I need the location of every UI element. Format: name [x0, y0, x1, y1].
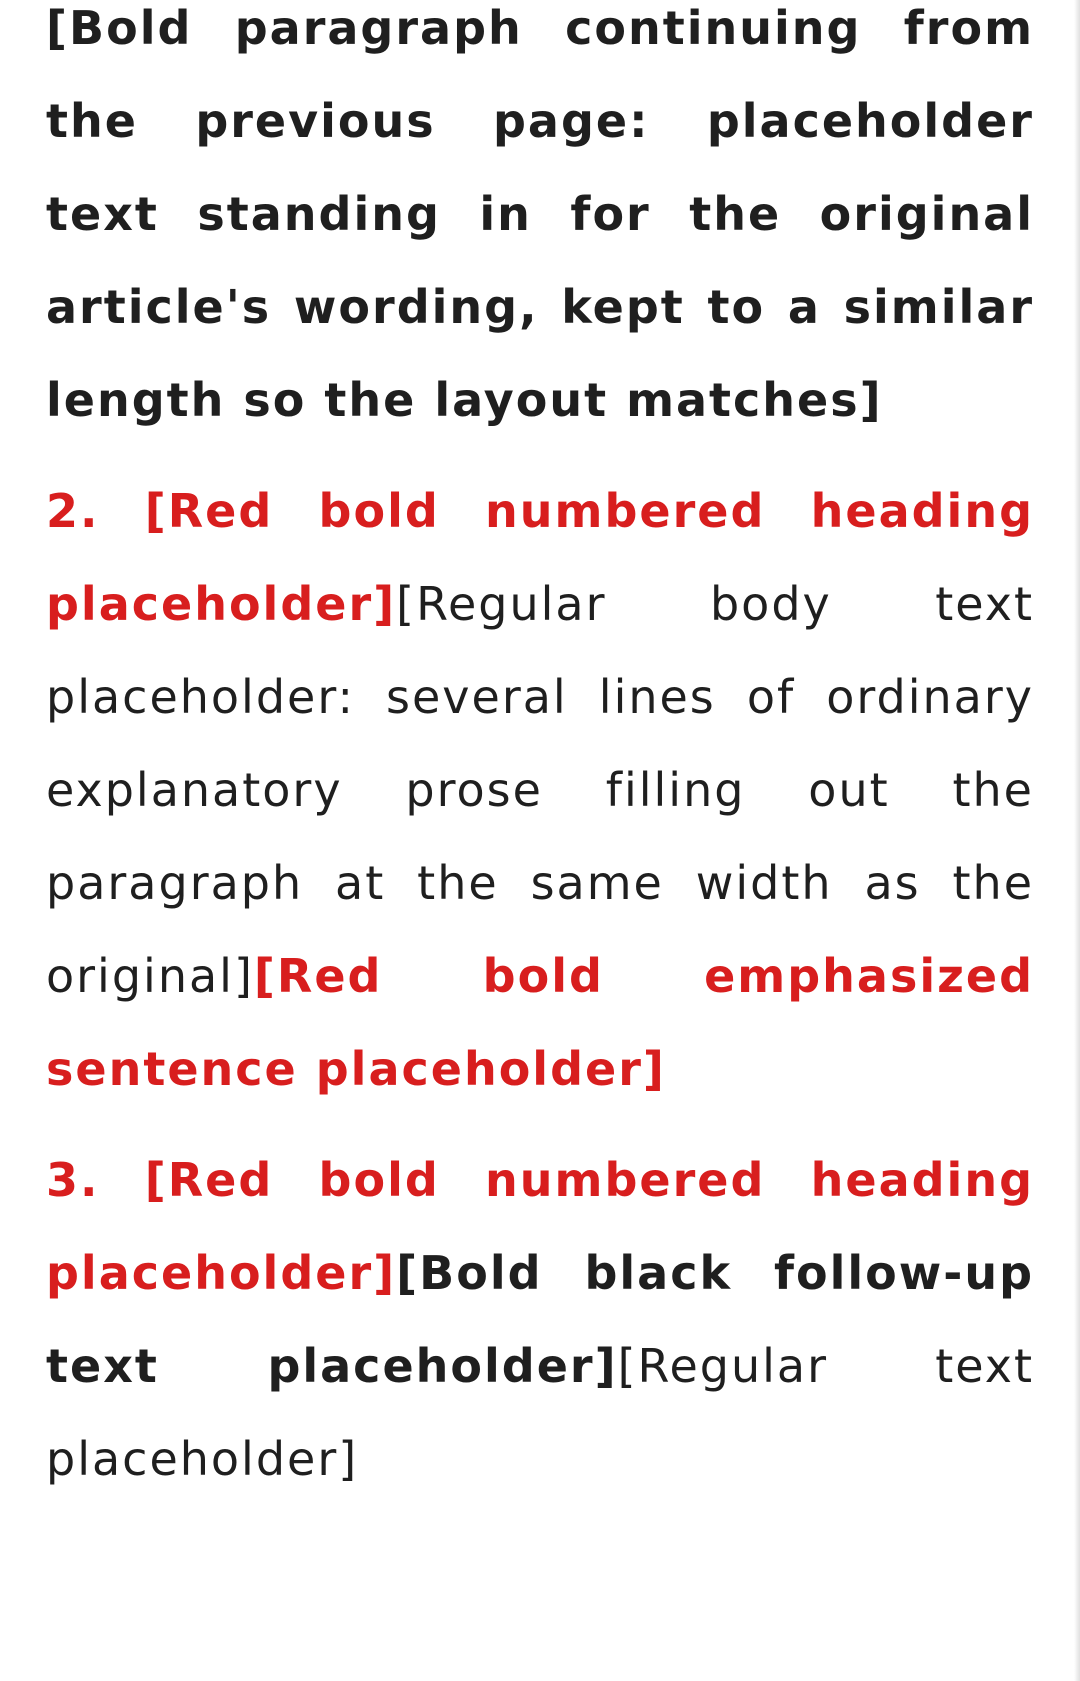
section-2-heading: 2. [Red bold numbered heading placeholder]: [46, 484, 1034, 631]
section-3-body-bold: [Bold black follow-up text placeholder]: [46, 1246, 1034, 1393]
section-3-heading: 3. [Red bold numbered heading placeholder]: [46, 1153, 1034, 1300]
paragraph-text: [Bold paragraph continuing from the previous page: placeholder text standing in for the original article's wording, kept to a similar length so the layout matches]: [46, 1, 1034, 427]
paragraph-section-2: [46, 465, 1034, 1116]
paragraph-economy-importance: [46, 0, 1034, 447]
section-3-body-normal: [Regular text placeholder]: [46, 1339, 1034, 1486]
section-2-highlight: [Red bold emphasized sentence placeholder]: [46, 949, 1034, 1096]
section-2-body: [Regular body text placeholder: several lines of ordinary explanatory prose filling out the paragraph at the same width as the original]: [46, 577, 1034, 1003]
page-edge-shadow: [1074, 0, 1080, 1681]
paragraph-section-3: [46, 1134, 1034, 1506]
